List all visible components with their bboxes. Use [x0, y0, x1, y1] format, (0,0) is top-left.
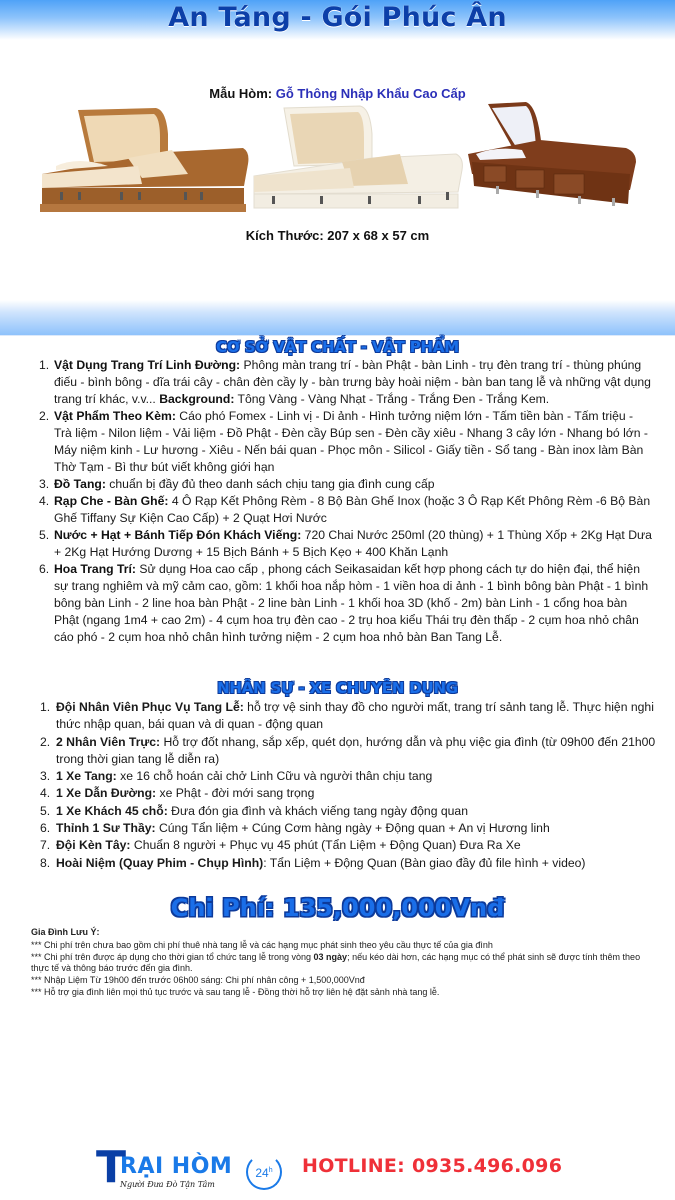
facility-item-decoration: 1. Vật Dụng Trang Trí Linh Đường: Phông màn trang trí - bàn Phật - bàn Linh - trụ đèn trang trí - thùng phúng điếu - bình bông - dĩa trái cây - chân đèn cầy ly - bàn trưng bày hoài niệm - bàn ban tang lễ và những vật dụng trang trí khác, v.v... Background: Tông Vàng - Vàng Nhạt - Trắng - Trắng Đen - Trắng Kem.: [39, 358, 651, 406]
hotline-link[interactable]: HOTLINE: 0935.496.096: [302, 1155, 563, 1177]
casket-size-value: 207 x 68 x 57 cm: [327, 228, 430, 243]
casket-images: [0, 104, 675, 216]
package-price: [0, 894, 675, 922]
note-line: *** Chi phí trên chưa bao gồm chi phí thuê nhà tang lễ và các hạng mục phát sinh theo yêu cầu thực tế của gia đình: [31, 939, 493, 950]
item-title: Vật Phẩm Theo Kèm:: [54, 409, 176, 423]
oak-casket-image: [38, 104, 252, 216]
facilities-list: [39, 357, 652, 646]
casket-size-line: [0, 228, 675, 243]
item-title: Rạp Che - Bàn Ghế:: [54, 494, 169, 508]
item-title: Hoa Trang Trí:: [54, 562, 136, 576]
item-text: Phông màn trang trí - bàn Phật - bàn Linh - trụ đèn trang trí - thùng phúng điếu - bình bông - dĩa trái cây - chân đèn cầy ly - bàn trưng bày hoài niệm - bàn ban tang lễ và những vật dụng trang trí khác, v.v...: [54, 358, 651, 406]
casket-model-label: Mẫu Hòm:: [209, 86, 273, 101]
item-title: Thỉnh 1 Sư Thầy:: [56, 821, 156, 836]
staff-item-brass-band: 7. Đội Kèn Tây: Chuẩn 8 người + Phục vụ 45 phút (Tẩn Liệm + Động Quan) Đưa Ra Xe: [40, 838, 521, 853]
page-title: An Táng - Gói Phúc Ân: [168, 2, 507, 33]
footer: [0, 1140, 675, 1196]
facilities-heading: CƠ SỞ VẬT CHẤT - VẬT PHẨM: [216, 338, 459, 356]
price-value: 135,000,000Vnđ: [282, 894, 505, 922]
mahogany-casket-image: [466, 100, 646, 212]
staff-item-photo-video: 8. Hoài Niệm (Quay Phim - Chụp Hình): Tẩn Liệm + Động Quan (Bàn giao đầy đủ file hình + video): [40, 855, 586, 870]
staff-item-hearse: 3. 1 Xe Tang: xe 16 chỗ hoán cải chở Linh Cữu và người thân chịu tang: [40, 769, 433, 784]
casket-model-line: [0, 86, 675, 101]
item-text: 4 Ô Rạp Kết Phông Rèm - 8 Bộ Bàn Ghế Inox (hoặc 3 Ô Rạp Kết Phông Rèm -6 Bộ Bàn Ghế Tiffany Sự Kiện Cao Cấp) + 2 Quạt Hơi Nước: [54, 494, 651, 525]
note-line: *** Nhập Liệm Từ 19h00 đến trước 06h00 sáng: Chi phí nhân công + 1,500,000Vnđ: [31, 975, 365, 986]
item-title: Hoài Niệm (Quay Phim - Chụp Hình): [56, 855, 264, 870]
logo-tagline: Người Đưa Đò Tận Tâm: [120, 1180, 215, 1189]
item-text: xe Phật - đời mới sang trọng: [156, 786, 315, 801]
item-text: Sử dụng Hoa cao cấp , phong cách Seikasaidan kết hợp phong cách tự do hiện đại, thể hiện sự trang nghiêm và mỹ cảm cao, gồm: 1 khối hoa nắp hòm - 1 viền hoa di ảnh - 1 bình bông bàn Phật - 1 bình bông bàn Linh - 2 line hoa bàn Phật - 2 line bàn Linh - 1 khối hoa 3D (khố - 2m) bàn Linh - 1 cổng hoa bàn Phật (ngang 1m4 + cao 2m) - 4 cụm hoa trụ đèn cao - 2 trụ hoa kiểu Thái trụ đèn thấp - 2 cụm hoa nhỏ chân cáo phó - 2 cụm hoa nhỏ chân hình tưởng niệm - 2 cụm hoa nhỏ bàn Ban Tang Lễ.: [54, 562, 649, 644]
item-text: xe 16 chỗ hoán cải chở Linh Cữu và người thân chịu tang: [116, 769, 433, 784]
brand-logo[interactable]: [96, 1142, 273, 1196]
item-text: Chuẩn 8 người + Phục vụ 45 phút (Tẩn Liệm + Động Quan) Đưa Ra Xe: [130, 838, 521, 853]
item-text: 720 Chai Nước 250ml (20 thùng) + 1 Thùng Xốp + 2Kg Hạt Dưa + 2Kg Hạt Hướng Dương + 15 Bịch Bánh + 5 Bịch Kẹo + 400 Khăn Lạnh: [54, 528, 652, 559]
item-title: 1 Xe Dẫn Đường:: [56, 786, 157, 801]
price-label: Chi Phí:: [170, 894, 275, 922]
item-title: 1 Xe Khách 45 chỗ:: [56, 803, 168, 818]
facility-item-refreshments: 5. Nước + Hạt + Bánh Tiếp Đón Khách Viếng: 720 Chai Nước 250ml (20 thùng) + 1 Thùng Xốp + 2Kg Hạt Dưa + 2Kg Hạt Hướng Dương + 15 Bịch Bánh + 5 Bịch Kẹo + 400 Khăn Lạnh: [39, 528, 652, 559]
facility-item-mourning-clothes: 3. Đồ Tang: chuẩn bị đầy đủ theo danh sách chịu tang gia đình cung cấp: [39, 477, 435, 491]
section-divider-band: [0, 300, 675, 336]
white-casket-image: [250, 104, 466, 216]
staff-item-coach: 5. 1 Xe Khách 45 chỗ: Đưa đón gia đình và khách viếng tang ngày động quan: [40, 803, 468, 818]
item-title: Đội Nhân Viên Phục Vụ Tang Lễ:: [56, 700, 244, 714]
item-title: 1 Xe Tang:: [56, 769, 117, 784]
logo-text: RẠI HÒM: [120, 1154, 233, 1179]
staff-item-monk: 6. Thỉnh 1 Sư Thầy: Cúng Tẩn liệm + Cúng Cơm hàng ngày + Động quan + An vị Hương linh: [40, 821, 550, 836]
facility-item-tent-furniture: 4. Rạp Che - Bàn Ghế: 4 Ô Rạp Kết Phông Rèm - 8 Bộ Bàn Ghế Inox (hoặc 3 Ô Rạp Kết Phông Rèm -6 Bộ Bàn Ghế Tiffany Sự Kiện Cao Cấp) + 2 Quạt Hơi Nước: [39, 494, 651, 525]
item-text: hỗ trợ vệ sinh thay đồ cho người mất, trang trí sảnh tang lễ. Thực hiện nghi thức nhập quan, bái quan và di quan - động quan: [56, 700, 654, 732]
logo-letter: T: [96, 1142, 127, 1193]
item-title: Nước + Hạt + Bánh Tiếp Đón Khách Viếng:: [54, 528, 302, 542]
item-title: Đội Kèn Tây:: [56, 838, 131, 853]
item-text: Cáo phó Fomex - Linh vị - Di ảnh - Hình tưởng niệm lớn - Tấm tiền bàn - Tấm triệu - Trà liệm - Nilon liệm - Vải liệm - Đồ Phật - Đèn cầy Búp sen - Đèn cầy xiêu - Nhang 3 cây lớn - Nhang bó lớn - Máy niệm kinh - Lư hương - Xiêu - Nến bái quan - Phọc môn - Silicol - Giấy tiền - Sổ tang - Bàn inox làm Bàn Thờ Tạm - Bì thư bút viết không giới hạn: [54, 409, 648, 474]
note-line: *** Hỗ trợ gia đình liên mọi thủ tục trước và sau tang lễ - Đồng thời hỗ trợ liên hệ đặt sảnh nhà tang lễ.: [31, 986, 440, 997]
casket-size-label: Kích Thước:: [245, 228, 324, 243]
staff-heading: NHÂN SỰ - XE CHUYÊN DỤNG: [217, 679, 458, 697]
staff-list: [42, 699, 658, 872]
facility-item-included-goods: 2. Vật Phẩm Theo Kèm: Cáo phó Fomex - Linh vị - Di ảnh - Hình tưởng niệm lớn - Tấm tiền bàn - Tấm triệu - Trà liệm - Nilon liệm - Vải liệm - Đồ Phật - Đèn cầy Búp sen - Đèn cầy xiêu - Nhang 3 cây lớn - Nhang bó lớn - Máy niệm kinh - Lư hương - Xiêu - Nến bái quan - Phọc môn - Silicol - Giấy tiền - Sổ tang - Bàn inox làm Bàn Thờ Tạm - Bì thư bút viết không giới hạn: [39, 409, 648, 474]
staff-item-lead-vehicle: 4. 1 Xe Dẫn Đường: xe Phật - đời mới sang trọng: [40, 786, 315, 801]
casket-model-value: Gỗ Thông Nhập Khẩu Cao Cấp: [275, 86, 466, 101]
staff-item-duty-staff: 2. 2 Nhân Viên Trực: Hỗ trợ đốt nhang, sắp xếp, quét dọn, hướng dẫn và phụ việc gia đình (từ 09h00 đến 21h00 trong thời gian tang lễ diễn ra): [40, 734, 656, 766]
item-text: chuẩn bị đầy đủ theo danh sách chịu tang gia đình cung cấp: [105, 477, 435, 491]
note-line: *** Chi phí trên được áp dụng cho thời gian tổ chức tang lễ trong vòng 03 ngày; nếu kéo dài hơn, các hạng mục có thể phát sinh sẽ được tính thêm theo thực tế và thông báo trước đến gia đình.: [31, 951, 641, 974]
item-text: Cúng Tẩn liệm + Cúng Cơm hàng ngày + Động quan + An vị Hương linh: [155, 821, 550, 836]
item-title: Vật Dụng Trang Trí Linh Đường:: [54, 358, 241, 372]
item-text: : Tẩn Liệm + Động Quan (Bàn giao đầy đủ file hình + video): [263, 855, 586, 870]
staff-item-service-team: 1. Đội Nhân Viên Phục Vụ Tang Lễ: hỗ trợ vệ sinh thay đồ cho người mất, trang trí sảnh tang lễ. Thực hiện nghi thức nhập quan, bái quan và di quan - động quan: [40, 700, 654, 732]
item-text: Đưa đón gia đình và khách viếng tang ngày động quan: [167, 803, 468, 818]
item-title: Đồ Tang:: [54, 477, 106, 491]
item-text: Hỗ trợ đốt nhang, sắp xếp, quét dọn, hướng dẫn và phụ việc gia đình (từ 09h00 đến 21h00 trong thời gian tang lễ diễn ra): [56, 734, 656, 766]
item-extra-title: Background:: [159, 392, 235, 406]
notes-title: Gia Đình Lưu Ý:: [31, 927, 100, 937]
item-extra-text: Tông Vàng - Vàng Nhạt - Trắng - Trắng Đen - Trắng Kem.: [234, 392, 550, 406]
clock-24h-icon: 24$^h$: [246, 1154, 282, 1190]
family-notes: [31, 927, 651, 999]
item-title: 2 Nhân Viên Trực:: [56, 734, 161, 749]
facility-item-flowers: 6. Hoa Trang Trí: Sử dụng Hoa cao cấp , phong cách Seikasaidan kết hợp phong cách tự do hiện đại, thể hiện sự trang nghiêm và mỹ cảm cao, gồm: 1 khối hoa nắp hòm - 1 viền hoa di ảnh - 1 bình bông bàn Phật - 1 bình bông bàn Linh - 2 line hoa bàn Phật - 2 line bàn Linh - 1 khối hoa 3D (khố - 2m) bàn Linh - 1 cổng hoa bàn Phật (ngang 1m4 + cao 2m) - 4 cụm hoa trụ đèn cao - 2 trụ hoa kiểu Thái trụ đèn thấp - 2 cụm hoa nhỏ chân cáo phó - 2 cụm hoa nhỏ chân hình tưởng niệm - 2 cụm hoa nhỏ bàn Ban Tang Lễ.: [39, 562, 649, 644]
